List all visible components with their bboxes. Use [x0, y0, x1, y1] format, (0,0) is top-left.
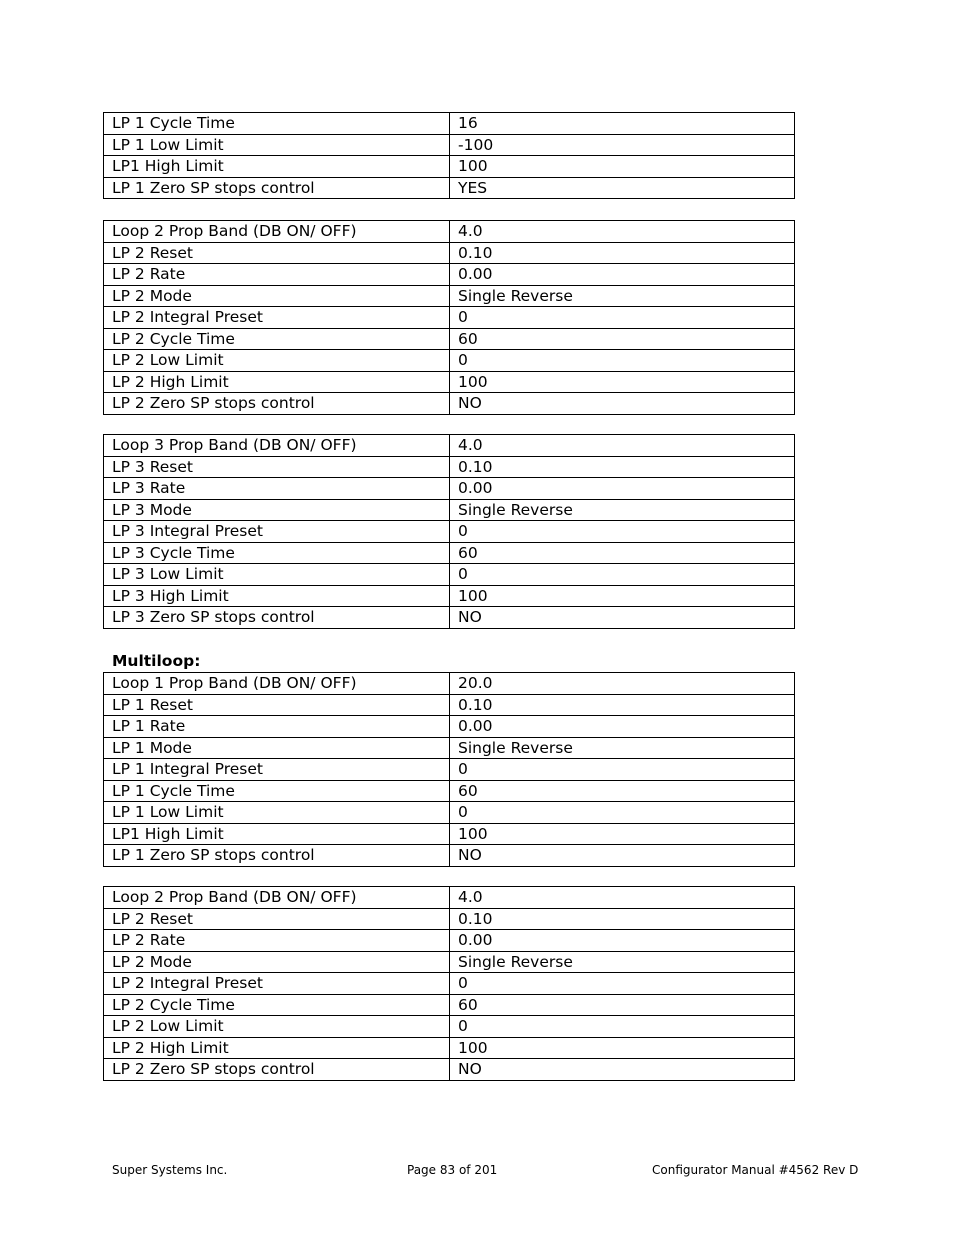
table-row — [104, 156, 795, 178]
table-row — [104, 951, 795, 973]
setting-name: LP 1 Mode — [104, 737, 450, 759]
setting-value: YES — [450, 177, 795, 199]
setting-name: LP 3 Integral Preset — [104, 521, 450, 543]
settings-table-loop3 — [103, 434, 795, 629]
setting-value: 0.10 — [450, 242, 795, 264]
multiloop-table-loop1 — [103, 672, 795, 867]
setting-name: LP 1 Low Limit — [104, 134, 450, 156]
table-row — [104, 499, 795, 521]
settings-table-loop1-tail — [103, 112, 795, 199]
setting-name: LP 2 High Limit — [104, 1037, 450, 1059]
table-row — [104, 435, 795, 457]
table-row — [104, 845, 795, 867]
setting-name: LP 2 Rate — [104, 930, 450, 952]
table-row — [104, 1016, 795, 1038]
setting-value: 100 — [450, 1037, 795, 1059]
table-row — [104, 673, 795, 695]
setting-name: LP 2 Zero SP stops control — [104, 393, 450, 415]
table-row — [104, 564, 795, 586]
table-row — [104, 823, 795, 845]
table-row — [104, 521, 795, 543]
table-row — [104, 242, 795, 264]
table-row — [104, 887, 795, 909]
setting-name: LP 2 Low Limit — [104, 1016, 450, 1038]
table-row — [104, 264, 795, 286]
setting-name: LP 2 Integral Preset — [104, 973, 450, 995]
setting-name: LP 2 High Limit — [104, 371, 450, 393]
setting-name: LP 2 Rate — [104, 264, 450, 286]
footer-document-title: Configurator Manual #4562 Rev D — [652, 1163, 859, 1177]
table-row — [104, 694, 795, 716]
setting-name: LP 1 Cycle Time — [104, 113, 450, 135]
table-row — [104, 1059, 795, 1081]
table-row — [104, 113, 795, 135]
setting-value: 60 — [450, 780, 795, 802]
setting-name: Loop 3 Prop Band (DB ON/ OFF) — [104, 435, 450, 457]
table-row — [104, 973, 795, 995]
setting-value: -100 — [450, 134, 795, 156]
setting-value: 0.00 — [450, 716, 795, 738]
setting-value: 0.10 — [450, 694, 795, 716]
setting-value: 0 — [450, 759, 795, 781]
setting-value: 0 — [450, 973, 795, 995]
table-row — [104, 802, 795, 824]
setting-name: Loop 1 Prop Band (DB ON/ OFF) — [104, 673, 450, 695]
table-row — [104, 716, 795, 738]
table-row — [104, 177, 795, 199]
setting-value: 60 — [450, 542, 795, 564]
setting-name: LP 2 Mode — [104, 285, 450, 307]
footer-company: Super Systems Inc. — [112, 1163, 228, 1177]
setting-value: 0.10 — [450, 456, 795, 478]
setting-name: LP 3 Mode — [104, 499, 450, 521]
setting-name: LP 2 Mode — [104, 951, 450, 973]
setting-name: LP 3 Cycle Time — [104, 542, 450, 564]
setting-name: LP 1 Integral Preset — [104, 759, 450, 781]
setting-name: LP 1 Zero SP stops control — [104, 845, 450, 867]
table-row — [104, 393, 795, 415]
setting-value: 60 — [450, 328, 795, 350]
setting-value: Single Reverse — [450, 499, 795, 521]
setting-value: 4.0 — [450, 221, 795, 243]
setting-name: LP 1 Rate — [104, 716, 450, 738]
setting-value: 0.00 — [450, 478, 795, 500]
setting-name: LP 2 Cycle Time — [104, 328, 450, 350]
setting-name: LP 2 Reset — [104, 908, 450, 930]
setting-value: 0 — [450, 802, 795, 824]
setting-value: 0.00 — [450, 264, 795, 286]
setting-value: Single Reverse — [450, 951, 795, 973]
setting-value: 100 — [450, 823, 795, 845]
setting-name: LP 3 Reset — [104, 456, 450, 478]
setting-value: 0 — [450, 307, 795, 329]
footer-page-number: Page 83 of 201 — [407, 1163, 498, 1177]
setting-name: LP 2 Reset — [104, 242, 450, 264]
setting-value: NO — [450, 845, 795, 867]
setting-value: NO — [450, 1059, 795, 1081]
setting-name: LP 3 Zero SP stops control — [104, 607, 450, 629]
table-row — [104, 994, 795, 1016]
table-row — [104, 134, 795, 156]
setting-value: 0.10 — [450, 908, 795, 930]
setting-name: LP 2 Low Limit — [104, 350, 450, 372]
setting-value: 16 — [450, 113, 795, 135]
table-row — [104, 221, 795, 243]
multiloop-heading: Multiloop: — [112, 652, 201, 670]
setting-name: LP 3 High Limit — [104, 585, 450, 607]
setting-name: Loop 2 Prop Band (DB ON/ OFF) — [104, 221, 450, 243]
table-row — [104, 737, 795, 759]
setting-value: 0 — [450, 1016, 795, 1038]
table-row — [104, 285, 795, 307]
setting-name: LP 3 Rate — [104, 478, 450, 500]
table-row — [104, 908, 795, 930]
setting-value: NO — [450, 607, 795, 629]
setting-value: Single Reverse — [450, 285, 795, 307]
table-row — [104, 478, 795, 500]
setting-name: Loop 2 Prop Band (DB ON/ OFF) — [104, 887, 450, 909]
table-row — [104, 542, 795, 564]
table-row — [104, 328, 795, 350]
setting-value: 100 — [450, 585, 795, 607]
settings-table-loop2 — [103, 220, 795, 415]
setting-name: LP 2 Cycle Time — [104, 994, 450, 1016]
setting-value: 0 — [450, 564, 795, 586]
table-row — [104, 307, 795, 329]
setting-value: NO — [450, 393, 795, 415]
table-row — [104, 607, 795, 629]
setting-value: 100 — [450, 156, 795, 178]
setting-name: LP 3 Low Limit — [104, 564, 450, 586]
setting-value: 4.0 — [450, 435, 795, 457]
setting-name: LP 1 Reset — [104, 694, 450, 716]
setting-value: Single Reverse — [450, 737, 795, 759]
setting-value: 20.0 — [450, 673, 795, 695]
setting-name: LP 2 Zero SP stops control — [104, 1059, 450, 1081]
table-row — [104, 456, 795, 478]
setting-name: LP 1 Zero SP stops control — [104, 177, 450, 199]
setting-value: 100 — [450, 371, 795, 393]
setting-name: LP1 High Limit — [104, 156, 450, 178]
setting-value: 60 — [450, 994, 795, 1016]
setting-value: 0 — [450, 521, 795, 543]
setting-value: 0 — [450, 350, 795, 372]
setting-name: LP 1 Low Limit — [104, 802, 450, 824]
setting-name: LP 2 Integral Preset — [104, 307, 450, 329]
table-row — [104, 930, 795, 952]
setting-name: LP 1 Cycle Time — [104, 780, 450, 802]
table-row — [104, 350, 795, 372]
table-row — [104, 780, 795, 802]
multiloop-table-loop2 — [103, 886, 795, 1081]
setting-value: 0.00 — [450, 930, 795, 952]
setting-value: 4.0 — [450, 887, 795, 909]
setting-name: LP1 High Limit — [104, 823, 450, 845]
table-row — [104, 371, 795, 393]
table-row — [104, 759, 795, 781]
table-row — [104, 585, 795, 607]
table-row — [104, 1037, 795, 1059]
